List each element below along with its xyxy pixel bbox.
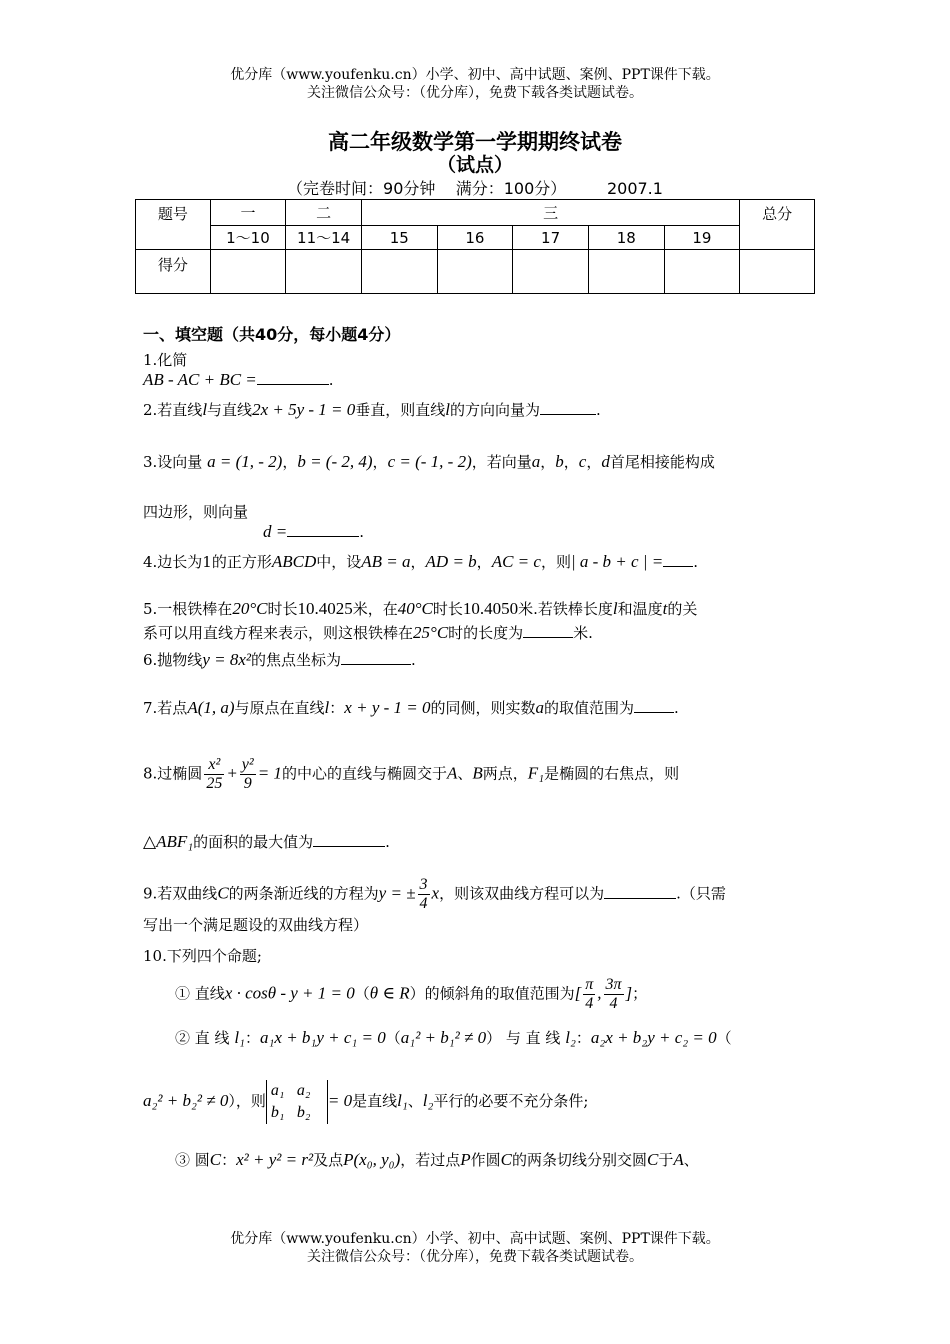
q2-text: 与直线	[207, 401, 253, 419]
score-cell[interactable]	[361, 250, 437, 294]
p3-c: C	[647, 1150, 659, 1169]
p1-line-eq: x · cosθ - y + 1 = 0	[224, 983, 355, 1003]
q2-text: 的方向向量为	[450, 401, 541, 419]
q5-text: 时长	[432, 600, 463, 618]
determinant	[266, 1080, 328, 1124]
answer-blank[interactable]	[341, 650, 411, 665]
q3-sep: ，	[372, 453, 388, 471]
item-4: 16	[437, 226, 513, 250]
hyperbola-c: C	[217, 883, 229, 903]
q8-text: 是椭圆的右焦点，则	[544, 764, 680, 783]
question-9	[143, 876, 813, 937]
score-cell[interactable]	[286, 250, 362, 294]
vector-a: a = (1, - 2)	[207, 452, 283, 471]
footer	[0, 1230, 950, 1266]
temp-20: 20°C	[232, 599, 268, 618]
fraction-x2-25	[204, 756, 224, 793]
question-10	[143, 946, 813, 966]
q3-sep: ，	[586, 453, 602, 471]
total-label: 总分	[740, 200, 815, 250]
q3-text: 四边形，则向量	[143, 503, 249, 521]
det-b2: b₂	[296, 1104, 311, 1121]
q4-abs: | a - b + c | =	[570, 552, 664, 571]
p3-colon: ：	[221, 1151, 237, 1169]
question-4	[143, 552, 813, 572]
q9-text: 的两条渐近线的方程为	[228, 884, 379, 903]
q9-text: 9.若双曲线	[143, 884, 218, 903]
q3-text: 首尾相接能构成	[609, 453, 715, 471]
q8-text: 两点，	[482, 764, 528, 783]
answer-blank[interactable]	[663, 552, 693, 567]
q5-text: 的关	[667, 600, 698, 618]
score-cell[interactable]	[210, 250, 286, 294]
p2-paren: （	[385, 1029, 401, 1047]
q5-text: 米，在	[352, 600, 398, 618]
p3-text: ，若过点	[400, 1151, 461, 1169]
q3-text: 3.设向量	[143, 453, 203, 471]
row-label: 得分	[136, 250, 211, 294]
comma: ,	[597, 983, 602, 1003]
q8-a: A	[446, 763, 458, 783]
denominator: 4	[419, 895, 428, 912]
group-2: 二	[286, 200, 362, 226]
l1-cond: a₁² + b₁² ≠ 0	[400, 1028, 487, 1047]
q5-t: t	[662, 599, 668, 618]
question-1	[143, 350, 813, 390]
q6-text: 的焦点坐标为	[250, 651, 341, 669]
q4-text: 4.边长为1的正方形	[143, 553, 272, 571]
q4-sep: ，	[410, 553, 426, 571]
q3-c: c	[578, 452, 587, 471]
page-subtitle: （试点）	[436, 154, 513, 176]
q2-text: 垂直，则直线	[355, 401, 446, 419]
total-cell[interactable]	[740, 250, 815, 294]
vector-c: c = (- 1, - 2)	[387, 452, 472, 471]
parabola-eq: y = 8x²	[202, 650, 251, 669]
p1-paren: （	[354, 984, 370, 1003]
q5-text: 和温度	[617, 600, 663, 618]
q4-text: ，则	[540, 553, 571, 571]
circle-c: C	[209, 1150, 222, 1169]
length-1: 10.4025	[297, 599, 353, 618]
det-a2: a₂	[296, 1082, 311, 1099]
p2-paren: （	[716, 1029, 732, 1047]
denominator: 4	[609, 995, 618, 1012]
q1-period: .	[328, 371, 334, 389]
q3-d-eq: d =	[263, 522, 288, 541]
proposition-2	[175, 1028, 815, 1048]
q1-expr: AB - AC + BC =	[143, 370, 257, 389]
p3-text: 的两条切线分别交圆	[512, 1151, 648, 1169]
fraction-y2-9	[240, 756, 256, 793]
answer-blank[interactable]	[287, 522, 359, 537]
answer-blank[interactable]	[313, 832, 385, 847]
q6-period: .	[411, 651, 416, 669]
p2-sep: 、	[407, 1092, 423, 1110]
p3-text: 及点	[313, 1151, 344, 1169]
q7-a: a	[535, 698, 545, 717]
answer-blank[interactable]	[604, 884, 676, 899]
line-l1: l₁	[397, 1091, 408, 1110]
score-cell[interactable]	[588, 250, 664, 294]
q2-l: l	[202, 400, 208, 419]
theta-in-r: θ ∈ R	[369, 983, 410, 1003]
q3-sep: ，	[282, 453, 298, 471]
q7-text: 7.若点	[143, 699, 188, 717]
q4-ad: AD = b	[425, 552, 477, 571]
l2-cond: a₂² + b₂² ≠ 0	[143, 1091, 229, 1110]
q4-ac: AC = c	[491, 552, 541, 571]
q7-line-eq: x + y - 1 = 0	[344, 698, 431, 717]
score-table	[135, 199, 815, 294]
answer-blank[interactable]	[634, 698, 674, 713]
proposition-2-cont	[143, 1080, 813, 1124]
q3-d: d	[601, 452, 610, 471]
q3-b: b	[555, 452, 564, 471]
q5-text: 5.一根铁棒在	[143, 600, 233, 618]
q8-text: 8.过椭圆	[143, 764, 203, 783]
p2-text: 平行的必要不充分条件;	[433, 1092, 589, 1110]
p2-text: ） 与 直 线	[486, 1029, 561, 1047]
question-3-cont	[143, 502, 813, 542]
q7-text: 与原点在直线	[234, 699, 325, 717]
page-title: 高二年级数学第一学期期终试卷	[328, 130, 622, 154]
col-label: 题号	[136, 200, 211, 250]
temp-40: 40°C	[397, 599, 433, 618]
q7-text: 的取值范围为	[544, 699, 635, 717]
q1-text: 1.化简	[143, 351, 188, 369]
p3-p: P	[460, 1150, 471, 1169]
q9-text: 写出一个满足题设的双曲线方程）	[143, 916, 369, 934]
score-cell[interactable]	[513, 250, 589, 294]
q9-text: .（只需	[676, 884, 726, 903]
det-eq-zero: = 0	[327, 1091, 353, 1110]
q7-l: l	[324, 698, 330, 717]
item-3: 15	[361, 226, 437, 250]
p3-c: C	[500, 1150, 512, 1169]
fraction-pi-4	[583, 976, 595, 1013]
q2-l: l	[445, 400, 451, 419]
item-6: 18	[588, 226, 664, 250]
question-2	[143, 400, 813, 420]
q5-text: 时长	[267, 600, 298, 618]
score-cell[interactable]	[437, 250, 513, 294]
vector-b: b = (- 2, 4)	[297, 452, 373, 471]
q5-text: 系可以用直线方程来表示，则这根铁棒在	[143, 624, 414, 642]
temp-25: 25°C	[413, 623, 449, 642]
circle-eq: x² + y² = r²	[236, 1150, 314, 1169]
q8-sep: 、	[457, 764, 473, 783]
score-cell[interactable]	[664, 250, 740, 294]
q7-period: .	[674, 699, 679, 717]
q8-text: 的中心的直线与椭圆交于	[281, 764, 447, 783]
p3-sep: 、	[683, 1151, 699, 1169]
point-p: P(x₀, y₀)	[343, 1150, 401, 1169]
p3-text: 作圆	[470, 1151, 501, 1169]
q2-line-eq: 2x + 5y - 1 = 0	[252, 400, 356, 419]
q3-text: ，若向量	[471, 453, 532, 471]
q5-l: l	[612, 599, 618, 618]
q3-sep: ，	[563, 453, 579, 471]
denominator: 25	[206, 775, 223, 792]
p3-text: ③ 圆	[175, 1151, 210, 1169]
numerator: y²	[241, 756, 254, 773]
q4-text: 中，设	[316, 553, 362, 571]
answer-blank[interactable]	[523, 623, 573, 638]
q4-sep: ，	[476, 553, 492, 571]
line-l2: l₂	[565, 1028, 576, 1047]
p2-text: 是直线	[352, 1092, 398, 1110]
q2-period: .	[596, 401, 601, 419]
p2-text: ），则	[228, 1092, 266, 1110]
question-6	[143, 650, 813, 670]
group-1: 一	[210, 200, 286, 226]
question-8	[143, 756, 813, 793]
exam-info: （完卷时间：90分钟 满分：100分） 2007.1	[287, 179, 663, 198]
header-line-2: 关注微信公众号：（优分库），免费下载各类试题试卷。	[307, 85, 643, 101]
q4-period: .	[693, 553, 698, 571]
q6-text: 6.抛物线	[143, 651, 203, 669]
proposition-3	[175, 1150, 815, 1170]
q5-text: 时的长度为	[448, 624, 524, 642]
l2-eq: a₂x + b₂y + c₂ = 0	[590, 1028, 717, 1047]
p3-text: 于	[658, 1151, 674, 1169]
length-2: 10.4050	[462, 599, 519, 618]
item-1: 1～10	[210, 226, 286, 250]
p2-colon: ：	[244, 1029, 260, 1047]
fraction-3pi-4	[604, 976, 624, 1013]
proposition-1	[175, 976, 815, 1013]
det-a1: a₁	[270, 1082, 285, 1099]
question-7	[143, 698, 813, 718]
q9-text: ，则该双曲线方程可以为	[439, 884, 605, 903]
header-line-1: 优分库（www.youfenku.cn）小学、初中、高中试题、案例、PPT课件下载。	[230, 67, 720, 83]
q3-sep: ，	[540, 453, 556, 471]
question-3	[143, 452, 813, 472]
item-7: 19	[664, 226, 740, 250]
q3-a: a	[531, 452, 541, 471]
fraction-3-4	[418, 876, 430, 913]
q10-text: 10.下列四个命题;	[143, 947, 262, 965]
square-abcd: ABCD	[271, 552, 317, 571]
p3-a: A	[673, 1150, 684, 1169]
bracket: [	[574, 983, 582, 1003]
det-b1: b₁	[270, 1104, 285, 1121]
item-5: 17	[513, 226, 589, 250]
denominator: 4	[585, 995, 594, 1012]
q7-text: 的同侧，则实数	[430, 699, 536, 717]
q2-text: 2.若直线	[143, 401, 203, 419]
l1-eq: a₁x + b₁y + c₁ = 0	[259, 1028, 386, 1047]
asymptote-x: x	[431, 883, 440, 903]
equals-one: = 1	[257, 763, 282, 783]
footer-line-1: 优分库（www.youfenku.cn）小学、初中、高中试题、案例、PPT课件下载。	[230, 1231, 720, 1247]
header	[0, 66, 950, 102]
p1-text: ）的倾斜角的取值范围为	[409, 984, 575, 1003]
line-l1: l₁	[234, 1028, 245, 1047]
answer-blank[interactable]	[540, 400, 596, 415]
line-l2: l₂	[422, 1091, 434, 1110]
question-5	[143, 597, 813, 645]
answer-blank[interactable]	[257, 370, 329, 385]
p1-text: ① 直线	[175, 984, 225, 1003]
numerator: x²	[204, 756, 224, 775]
p2-colon: ：	[575, 1029, 591, 1047]
q5-text: 米.若铁棒长度	[518, 600, 613, 618]
footer-line-2: 关注微信公众号：（优分库），免费下载各类试题试卷。	[307, 1249, 643, 1265]
p1-end: ；	[632, 984, 648, 1003]
q8-period: .	[385, 833, 390, 851]
q7-colon: ：	[329, 699, 345, 717]
point-a: A(1, a)	[187, 698, 235, 717]
numerator: π	[585, 976, 594, 993]
q5-text: 米.	[573, 624, 593, 642]
q8-b: B	[472, 763, 483, 783]
question-8-cont	[143, 832, 813, 852]
q3-period: .	[359, 523, 365, 541]
p2-text: ② 直 线	[175, 1029, 230, 1047]
q4-ab: AB = a	[361, 552, 411, 571]
numerator: 3	[419, 876, 428, 893]
section-1-title: 一、填空题（共40分，每小题4分）	[143, 325, 401, 344]
asymptote-lhs: y = ±	[378, 883, 416, 903]
group-3: 三	[361, 200, 739, 226]
bracket: ]	[625, 983, 633, 1003]
plus: +	[226, 763, 238, 783]
q8-text: 的面积的最大值为	[193, 833, 314, 851]
focus-f1: F₁	[527, 763, 545, 783]
triangle-abf1: △ABF₁	[143, 832, 194, 851]
item-2: 11～14	[286, 226, 362, 250]
numerator: 3π	[605, 976, 622, 993]
denominator: 9	[243, 775, 252, 792]
